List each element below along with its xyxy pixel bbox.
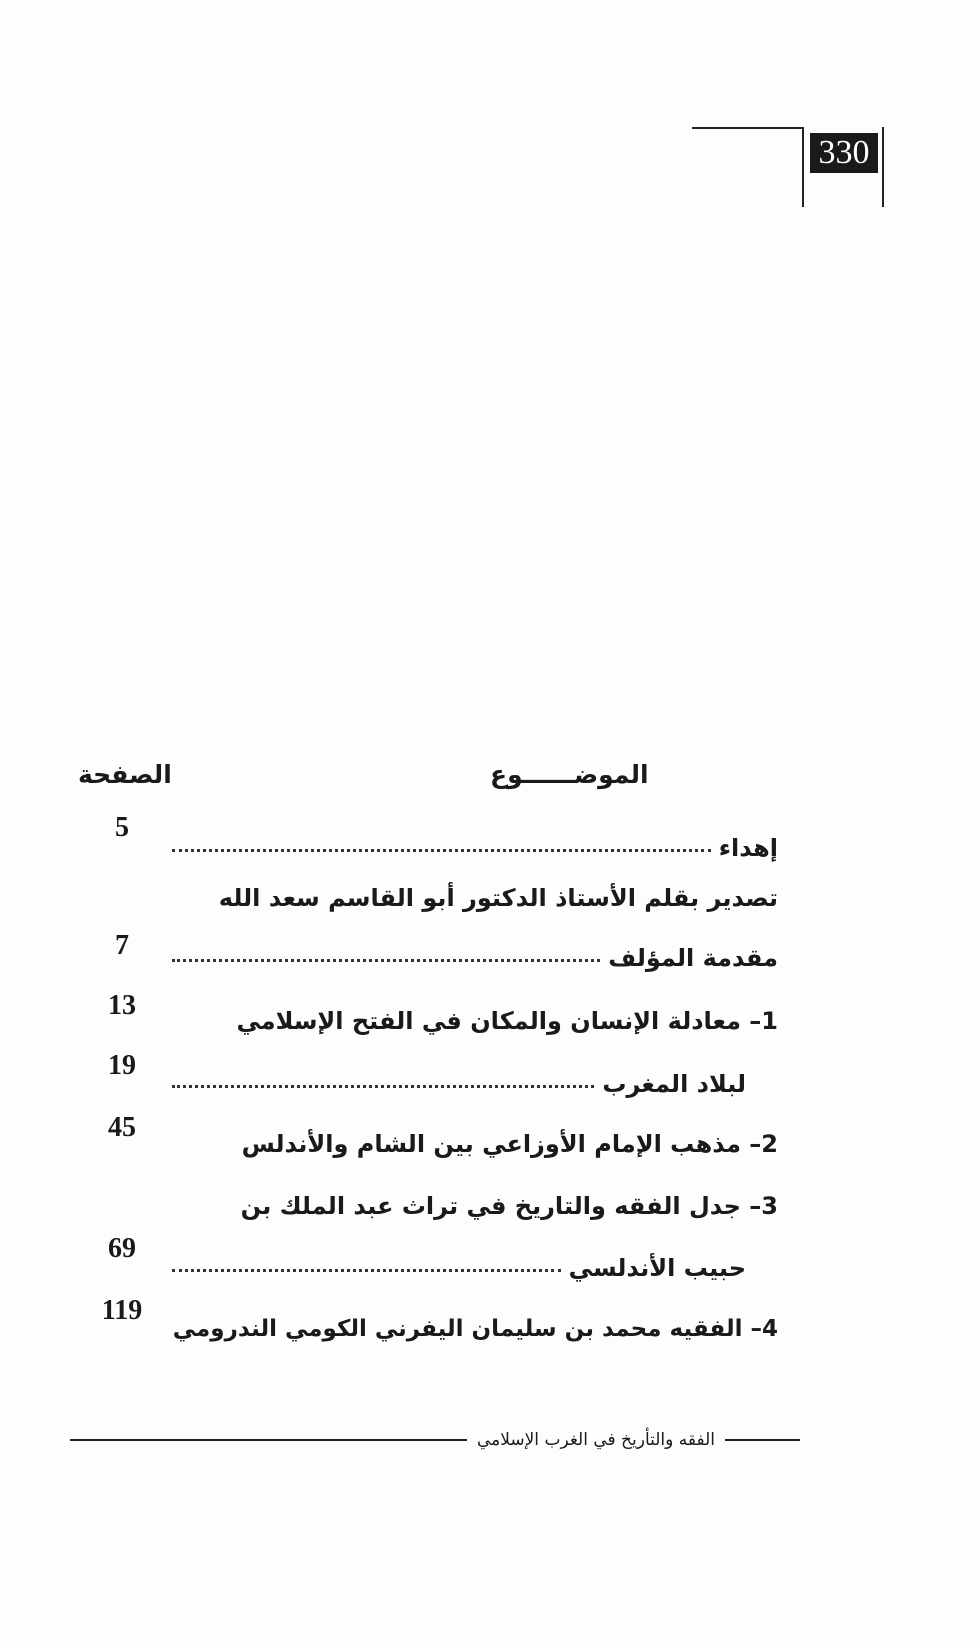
- header-rule: [882, 127, 884, 207]
- toc-header-topic: الموضــــــوع: [490, 760, 649, 789]
- toc-entry: [172, 812, 778, 862]
- toc-entry-title: تصدير بقلم الأستاذ الدكتور أبو القاسم سعد الله: [218, 884, 778, 912]
- running-footer: [70, 1425, 800, 1455]
- toc-entry: [172, 1232, 746, 1282]
- page-number-box: [692, 127, 885, 207]
- toc-entry: [172, 1108, 778, 1158]
- toc-entry: [172, 1048, 746, 1098]
- toc-entry-title: حبيب الأندلسي: [568, 1254, 746, 1282]
- toc-entry-page: 13: [108, 990, 136, 1021]
- footer-rule: [725, 1439, 800, 1441]
- toc-entry-title: 4– الفقيه محمد بن سليمان اليفرني الكومي الندرومي: [172, 1316, 778, 1342]
- toc-entry-title: مقدمة المؤلف: [608, 944, 778, 972]
- leader-dots: [172, 1269, 561, 1272]
- leader-dots: [172, 849, 711, 852]
- toc-header-page: الصفحة: [78, 760, 172, 789]
- toc-entry-page: 45: [108, 1112, 136, 1143]
- toc-entry-title: إهداء: [718, 834, 778, 862]
- toc-entry: [172, 1292, 778, 1342]
- footer-rule: [70, 1439, 467, 1441]
- toc-entry-page: 19: [108, 1050, 136, 1081]
- page-number: 330: [810, 133, 878, 173]
- toc-entry-page: 7: [115, 930, 129, 961]
- toc-entry-title: 2– مذهب الإمام الأوزاعي بين الشام والأندلس: [241, 1130, 778, 1158]
- toc-entry-title: 3– جدل الفقه والتاريخ في تراث عبد الملك بن: [240, 1192, 778, 1220]
- toc-entry-page: 119: [101, 1295, 143, 1326]
- toc-entry-page: 5: [115, 812, 129, 843]
- header-rule: [802, 127, 804, 207]
- toc-entry: [172, 1170, 778, 1220]
- toc-entry: [172, 985, 778, 1035]
- leader-dots: [172, 959, 600, 962]
- toc-entry-title: لبلاد المغرب: [602, 1070, 746, 1098]
- footer-book-title: الفقه والتأريخ في الغرب الإسلامي: [476, 1430, 715, 1450]
- toc-entry: [172, 862, 778, 912]
- toc-entry: [172, 922, 778, 972]
- toc-entry-page: 69: [108, 1233, 136, 1264]
- toc-entry-title: 1– معادلة الإنسان والمكان في الفتح الإسلامي: [236, 1007, 778, 1035]
- leader-dots: [172, 1085, 594, 1088]
- header-rule: [692, 127, 804, 129]
